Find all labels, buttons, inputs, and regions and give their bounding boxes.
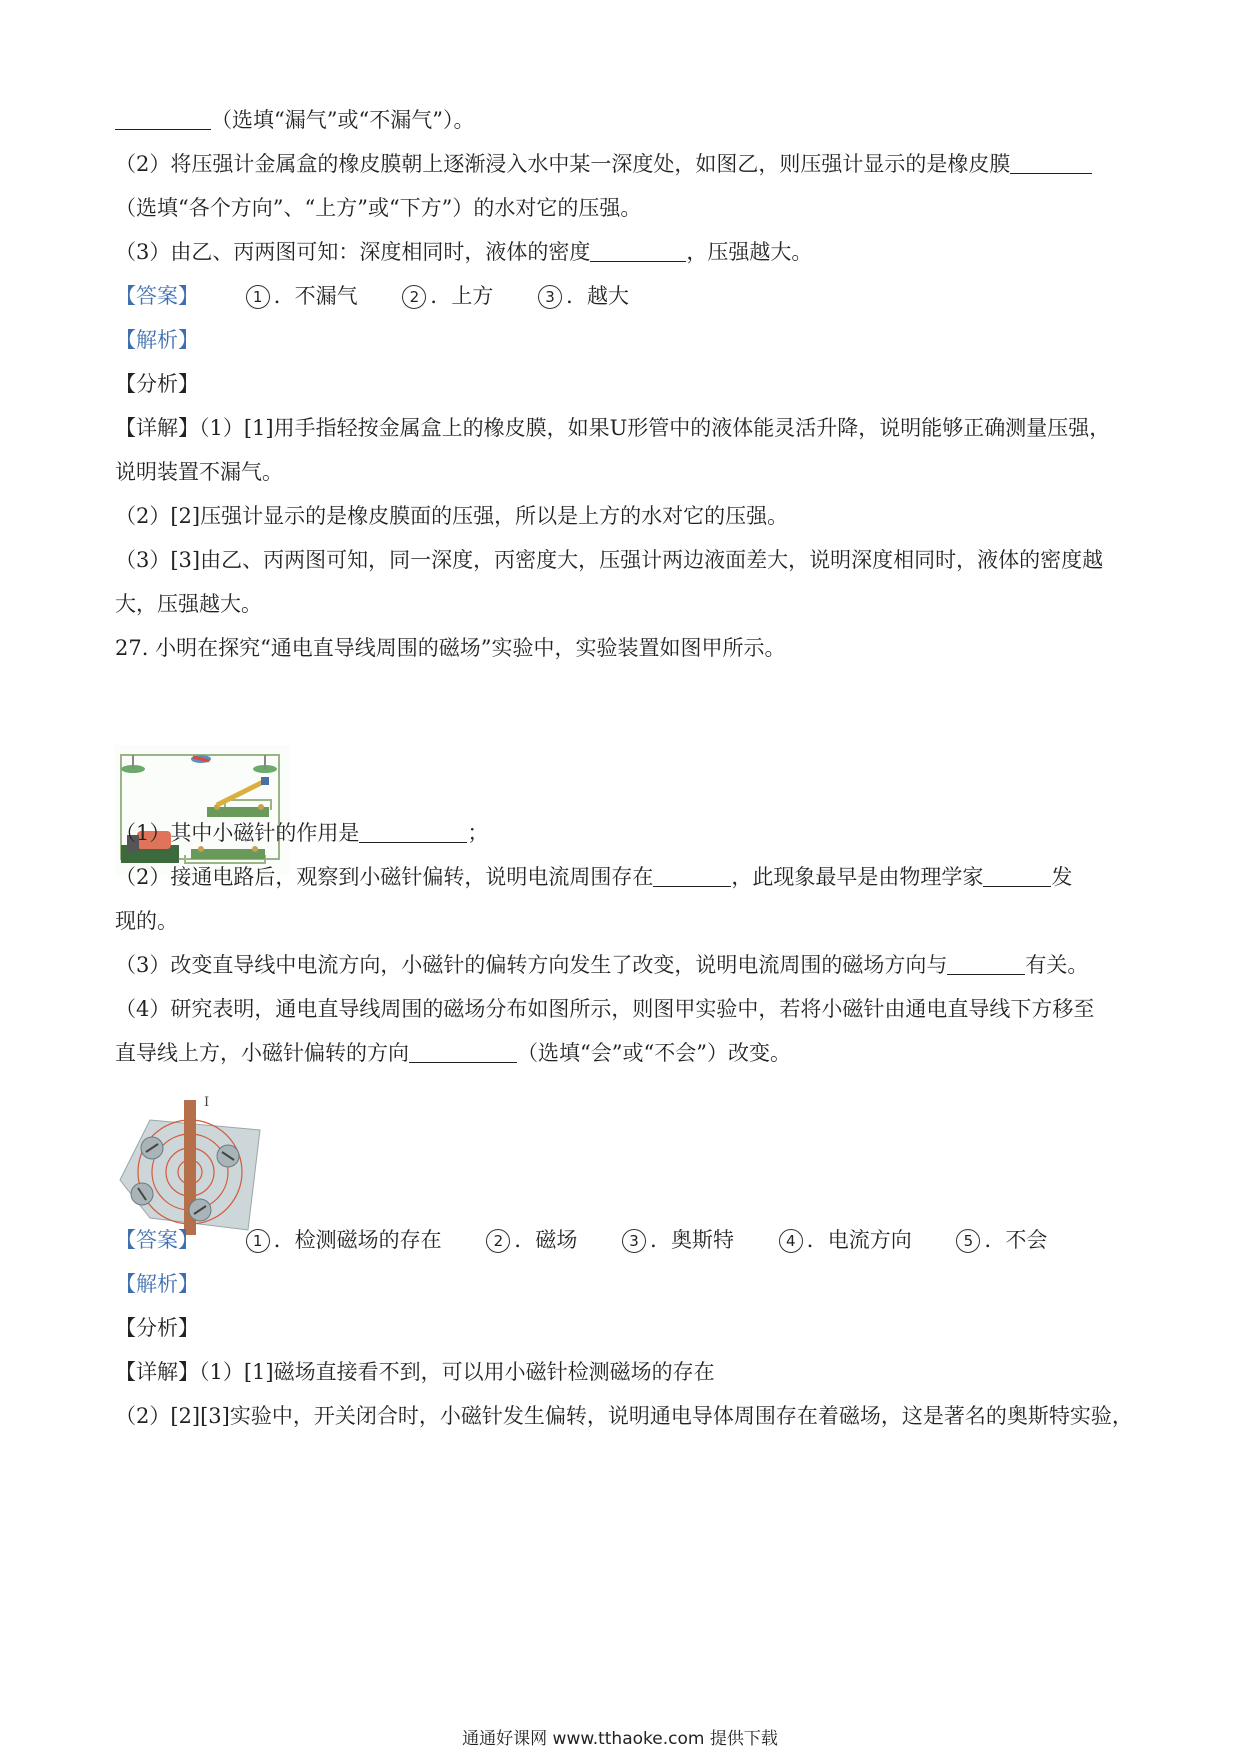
text: 有关。 [1025,953,1089,977]
circled-number: 2 [486,1229,510,1253]
current-label: I [204,1095,210,1110]
circuit-figure [115,745,290,875]
detail-1b: 说明装置不漏气。 [115,460,283,484]
fenxi-label: 【分析】 [115,1316,199,1340]
line-1 [115,106,474,134]
answer-text: ．检测磁场的存在 [273,1228,442,1252]
answer-text: ．不漏气 [273,284,358,308]
answer-item [956,1226,1047,1254]
answer-row-2 [115,1226,1085,1254]
circled-number: 1 [246,285,270,309]
text: （2）接通电路后，观察到小磁针偏转，说明电流周围存在 [115,865,654,889]
answer-blank [115,109,211,130]
answer-text: ．上方 [430,284,494,308]
answer-text: ．磁场 [514,1228,578,1252]
answer-blank [1010,153,1092,174]
answer-item [246,1226,442,1254]
detail-27-1 [115,1358,715,1386]
answer-item [779,1226,912,1254]
text: （3）改变直导线中电流方向，小磁针的偏转方向发生了改变，说明电流周围的磁场方向与 [115,953,948,977]
answer-item [246,282,358,310]
answer-blank [409,1042,517,1063]
circled-number: 3 [622,1229,646,1253]
footer: 通通好课网 www.tthaoke.com 提供下载 [462,1729,778,1749]
line-2 [115,150,1092,178]
question-27: 27. 小明在探究“通电直导线周围的磁场”实验中，实验装置如图甲所示。 [115,636,786,660]
text: （2）将压强计金属盒的橡皮膜朝上逐渐浸入水中某一深度处，如图乙，则压强计显示的是橡皮膜 [115,152,1011,176]
answer-blank [590,241,686,262]
text: ，压强越大。 [686,240,813,264]
detail-1 [115,414,1110,442]
answer-item [486,1226,577,1254]
answer-row-1 [115,282,667,310]
circled-number: 5 [956,1229,980,1253]
answer-blank [947,954,1025,975]
text: 直导线上方，小磁针偏转的方向 [115,1041,409,1065]
q27-part-1 [115,819,488,847]
text: （选填“会”或“不会”）改变。 [517,1041,791,1065]
text: ，此现象最早是由物理学家 [731,865,984,889]
text: （选填“漏气”或“不漏气”）。 [211,108,475,132]
jiexi-label: 【解析】 [115,1272,199,1296]
answer-text: ．奥斯特 [650,1228,735,1252]
circled-number: 1 [246,1229,270,1253]
answer-text: ．电流方向 [806,1228,912,1252]
circled-number: 3 [538,285,562,309]
answer-text: ．不会 [984,1228,1048,1252]
text: （1）[1]用手指轻按金属盒上的橡皮膜，如果U形管中的液体能灵活升降，说明能够正确测量压强， [199,416,1111,440]
line-4 [115,238,812,266]
q27-part-2b: 现的。 [115,909,178,933]
text: 发 [1051,865,1073,889]
q27-part-2 [115,863,1072,891]
detail-27-2: （2）[2][3]实验中，开关闭合时，小磁针发生偏转，说明通电导体周围存在着磁场，这是著名的奥斯特实验， [115,1404,1133,1428]
jiexi-label: 【解析】 [115,328,199,352]
answer-label: 【答案】 [115,284,199,308]
answer-blank [653,866,731,887]
detail-3b: 大，压强越大。 [115,592,262,616]
text: （3）由乙、丙两图可知：深度相同时，液体的密度 [115,240,591,264]
q27-part-4: （4）研究表明，通电直导线周围的磁场分布如图所示，则图甲实验中，若将小磁针由通电直导线下方移至 [115,997,1095,1021]
q27-part-3 [115,951,1088,979]
answer-item [538,282,629,310]
magnetic-field-figure [110,1090,270,1240]
detail-2: （2）[2]压强计显示的是橡皮膜面的压强，所以是上方的水对它的压强。 [115,504,789,528]
answer-label: 【答案】 [115,1228,199,1252]
circled-number: 2 [402,285,426,309]
text: ； [467,821,489,845]
answer-blank [359,822,467,843]
detail-label: 【详解】 [115,416,199,440]
text: （选填“各个方向”、“上方”或“下方”）的水对它的压强。 [115,196,642,220]
answer-item [622,1226,734,1254]
q27-part-4b [115,1039,791,1067]
circled-number: 4 [779,1229,803,1253]
detail-label: 【详解】 [115,1360,199,1384]
answer-item [402,282,493,310]
text: （1）[1]磁场直接看不到，可以用小磁针检测磁场的存在 [199,1360,715,1384]
detail-3: （3）[3]由乙、丙两图可知，同一深度，丙密度大，压强计两边液面差大，说明深度相同时，液体的密度越 [115,548,1104,572]
answer-text: ．越大 [566,284,630,308]
fenxi-label: 【分析】 [115,372,199,396]
answer-blank [983,866,1051,887]
text: （1）其中小磁针的作用是 [115,821,360,845]
line-3 [115,194,641,222]
